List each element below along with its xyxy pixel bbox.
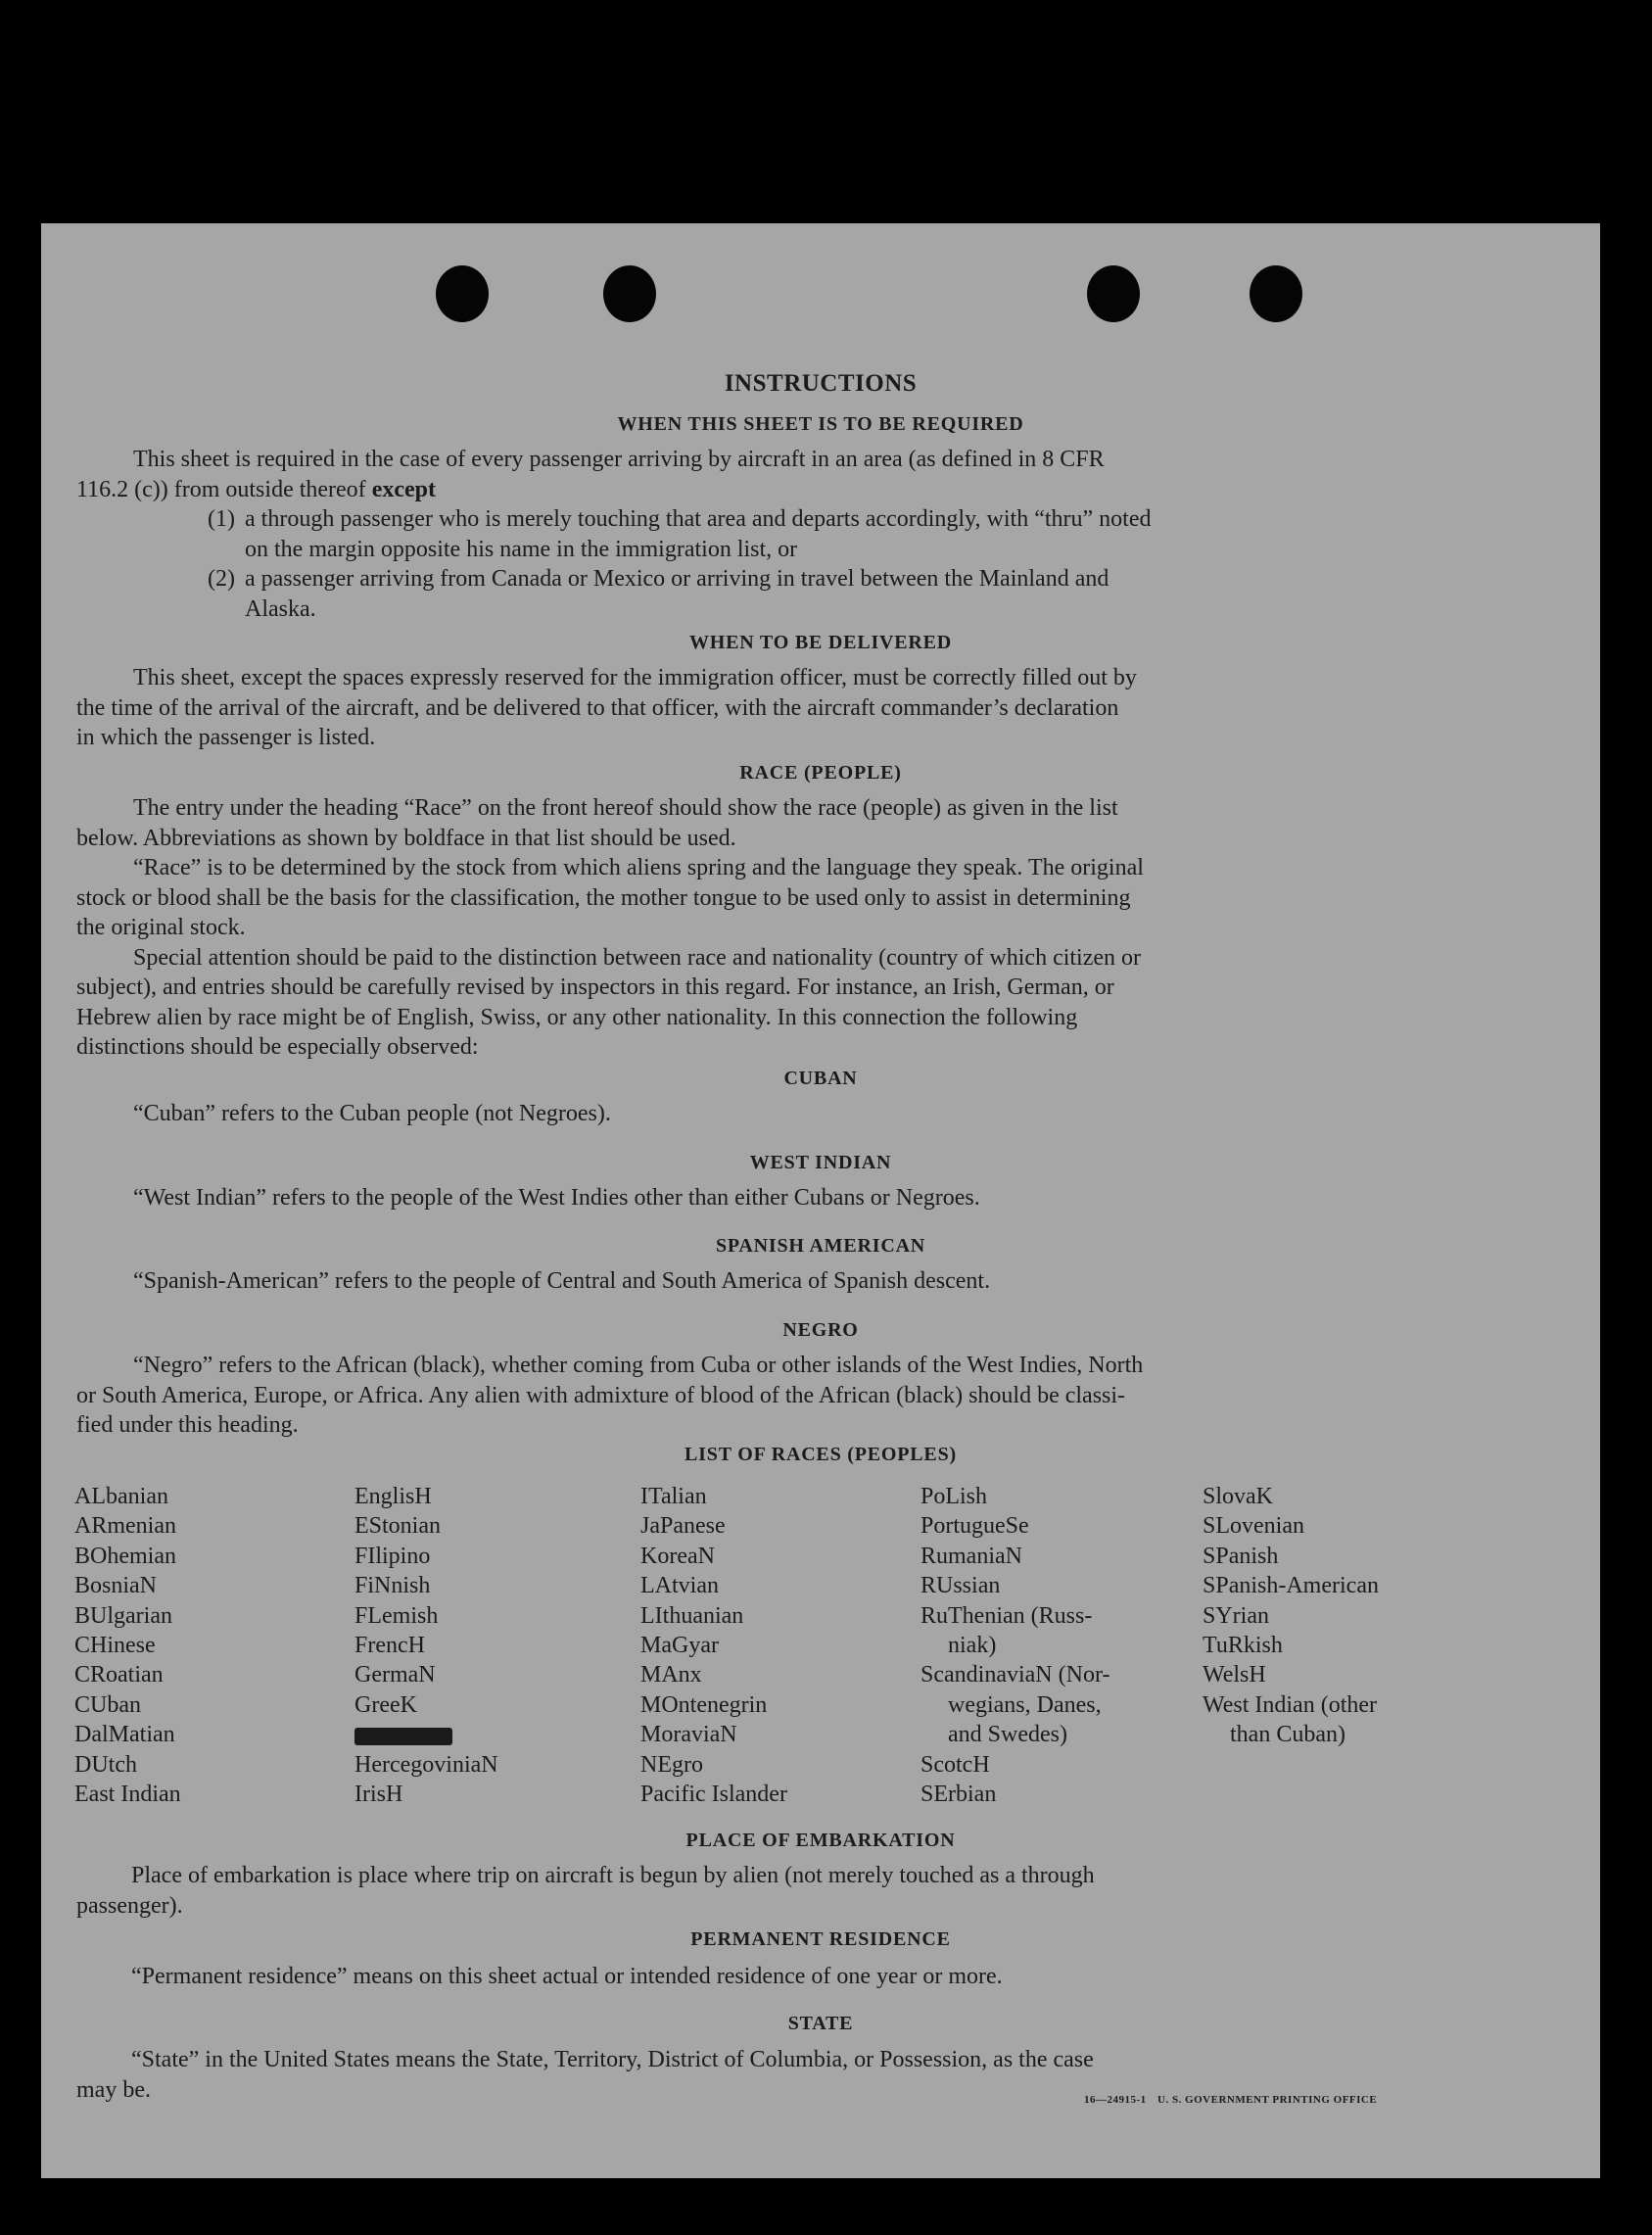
redaction-mark	[354, 1728, 452, 1745]
section-heading-permanent-residence: PERMANENT RESIDENCE	[690, 1928, 951, 1950]
paragraph-west-indian: “West Indian” refers to the people of the West Indies other than either Cubans or Negroes.	[133, 1185, 980, 1211]
race-item: ScotcH	[920, 1751, 990, 1778]
printer-imprint: U. S. GOVERNMENT PRINTING OFFICE	[1157, 2094, 1378, 2106]
race-item: West Indian (other	[1203, 1691, 1378, 1718]
race-item: than Cuban)	[1230, 1722, 1345, 1748]
race-item: FrencH	[354, 1633, 425, 1659]
race-item: SPanish	[1203, 1543, 1279, 1569]
race-item: and Swedes)	[948, 1722, 1067, 1748]
paragraph-state: “State” in the United States means the State, Territory, District of Columbia, or Possession, as the case may be.	[76, 2047, 1094, 2103]
race-item: wegians, Danes,	[948, 1691, 1102, 1718]
race-item: RUssian	[920, 1573, 1001, 1599]
section-heading-list-of-races: LIST OF RACES (PEOPLES)	[684, 1444, 957, 1465]
race-item: CHinese	[74, 1633, 156, 1659]
race-item: BosniaN	[74, 1573, 157, 1599]
punch-hole	[603, 265, 656, 322]
section-heading-embarkation: PLACE OF EMBARKATION	[685, 1830, 956, 1851]
paragraph-spanish-american: “Spanish-American” refers to the people of Central and South America of Spanish descent.	[133, 1268, 991, 1294]
punch-hole	[436, 265, 489, 322]
race-item: SErbian	[920, 1782, 997, 1808]
race-item: ARmenian	[74, 1513, 176, 1540]
race-item: WelsH	[1203, 1662, 1266, 1688]
race-item: CRoatian	[74, 1662, 164, 1688]
punch-hole	[1250, 265, 1302, 322]
race-item: KoreaN	[640, 1543, 715, 1569]
race-item: SPanish-American	[1203, 1573, 1379, 1599]
race-item: EnglisH	[354, 1484, 432, 1509]
race-item: Pacific Islander	[640, 1782, 787, 1808]
races-column-2	[354, 1482, 498, 1809]
paragraph-embarkation: Place of embarkation is place where trip on aircraft is begun by alien (not merely touched as a through passenger).	[76, 1863, 1095, 1919]
section-heading-race: RACE (PEOPLE)	[739, 762, 902, 784]
race-item: LAtvian	[640, 1573, 719, 1599]
race-item: BOhemian	[74, 1543, 176, 1569]
races-column-4	[920, 1482, 1109, 1809]
race-item: FLemish	[354, 1602, 439, 1629]
race-item: NEgro	[640, 1751, 703, 1778]
race-item: MAnx	[640, 1662, 702, 1688]
race-item: PoLish	[920, 1484, 988, 1509]
section-heading-west-indian: WEST INDIAN	[749, 1152, 892, 1173]
section-heading-negro: NEGRO	[782, 1319, 859, 1341]
race-item: LIthuanian	[640, 1602, 744, 1629]
race-item: FiNnish	[354, 1573, 431, 1599]
race-item: ALbanian	[74, 1484, 168, 1509]
paragraph-race: The entry under the heading “Race” on the front hereof should show the race (people) as given in the list below. Abbreviations as shown by boldface in that list should be used. “Race” is to be determined by the stock from which aliens spring and the language they speak. The original stock or blood shall be the basis for the classification, the mother tongue to be used only to assist in determining the original stock. Special attention should be paid to the distinction between race and nationality (country of which citizen or subject), and entries should be carefully revised by inspectors in this regard. For instance, an Irish, German, or Hebrew alien by race might be of English, Swiss, or any other nationality. In this connection the following distinctions should be especially observed:	[76, 795, 1144, 1060]
race-item: GermaN	[354, 1662, 436, 1688]
race-item: RumaniaN	[920, 1543, 1022, 1569]
document-sheet	[41, 223, 1600, 2178]
race-item: niak)	[948, 1633, 997, 1659]
paragraph-when-required: This sheet is required in the case of every passenger arriving by aircraft in an area (as defined in 8 CFR 116.2 (c)) from outside thereof except (1) a through passenger who is merely touching that area and departs accordingly, with “thru” noted on the margin opposite his name in the immigration list, or (2) a passenger arriving from Canada or Mexico or arriving in travel between the Mainland and Alaska.	[76, 447, 1152, 622]
race-item: MaGyar	[640, 1633, 719, 1659]
race-item: JaPanese	[640, 1513, 726, 1540]
paragraph-permanent-residence: “Permanent residence” means on this sheet actual or intended residence of one year or more.	[131, 1964, 1003, 1989]
paragraph-when-delivered: This sheet, except the spaces expressly reserved for the immigration officer, must be correctly filled out by the time of the arrival of the aircraft, and be delivered to that officer, with the aircraft commander’s declaration in which the passenger is listed.	[76, 665, 1137, 750]
paragraph-negro: “Negro” refers to the African (black), whether coming from Cuba or other islands of the West Indies, North or South America, Europe, or Africa. Any alien with admixture of blood of the African (black) should be classi- fied under this heading.	[76, 1353, 1144, 1438]
race-item: CUban	[74, 1691, 141, 1718]
race-item: IrisH	[354, 1782, 403, 1808]
punch-hole	[1087, 265, 1140, 322]
race-item: BUlgarian	[74, 1602, 172, 1629]
race-item: SYrian	[1203, 1602, 1269, 1629]
section-heading-cuban: CUBAN	[783, 1068, 858, 1089]
form-number: 16—24915-1	[1084, 2094, 1147, 2106]
race-item: MoraviaN	[640, 1722, 737, 1748]
section-heading-when-required: WHEN THIS SHEET IS TO BE REQUIRED	[617, 413, 1024, 435]
race-item: SlovaK	[1203, 1484, 1273, 1509]
races-column-5	[1203, 1482, 1379, 1750]
page-title: INSTRUCTIONS	[724, 370, 918, 397]
race-item: RuThenian (Russ-	[920, 1602, 1093, 1629]
race-item: HercegoviniaN	[354, 1751, 498, 1778]
race-item: ITalian	[640, 1484, 707, 1509]
race-item: GreeK	[354, 1691, 417, 1718]
race-item: SLovenian	[1203, 1513, 1304, 1540]
redacted-race-item	[354, 1720, 498, 1749]
paragraph-cuban: “Cuban” refers to the Cuban people (not Negroes).	[133, 1101, 611, 1126]
race-item: TuRkish	[1203, 1633, 1283, 1659]
race-item: East Indian	[74, 1782, 181, 1808]
section-heading-spanish-american: SPANISH AMERICAN	[715, 1235, 926, 1257]
race-item: ScandinaviaN (Nor-	[920, 1662, 1110, 1688]
race-item: DUtch	[74, 1751, 137, 1778]
races-column-1	[74, 1482, 181, 1809]
race-item: PortugueSe	[920, 1513, 1029, 1540]
race-item: DalMatian	[74, 1722, 175, 1748]
race-item: EStonian	[354, 1513, 441, 1540]
section-heading-state: STATE	[787, 2013, 854, 2034]
races-column-3	[640, 1482, 787, 1809]
section-heading-when-delivered: WHEN TO BE DELIVERED	[688, 632, 953, 653]
race-item: MOntenegrin	[640, 1691, 768, 1718]
race-item: FIlipino	[354, 1543, 431, 1569]
